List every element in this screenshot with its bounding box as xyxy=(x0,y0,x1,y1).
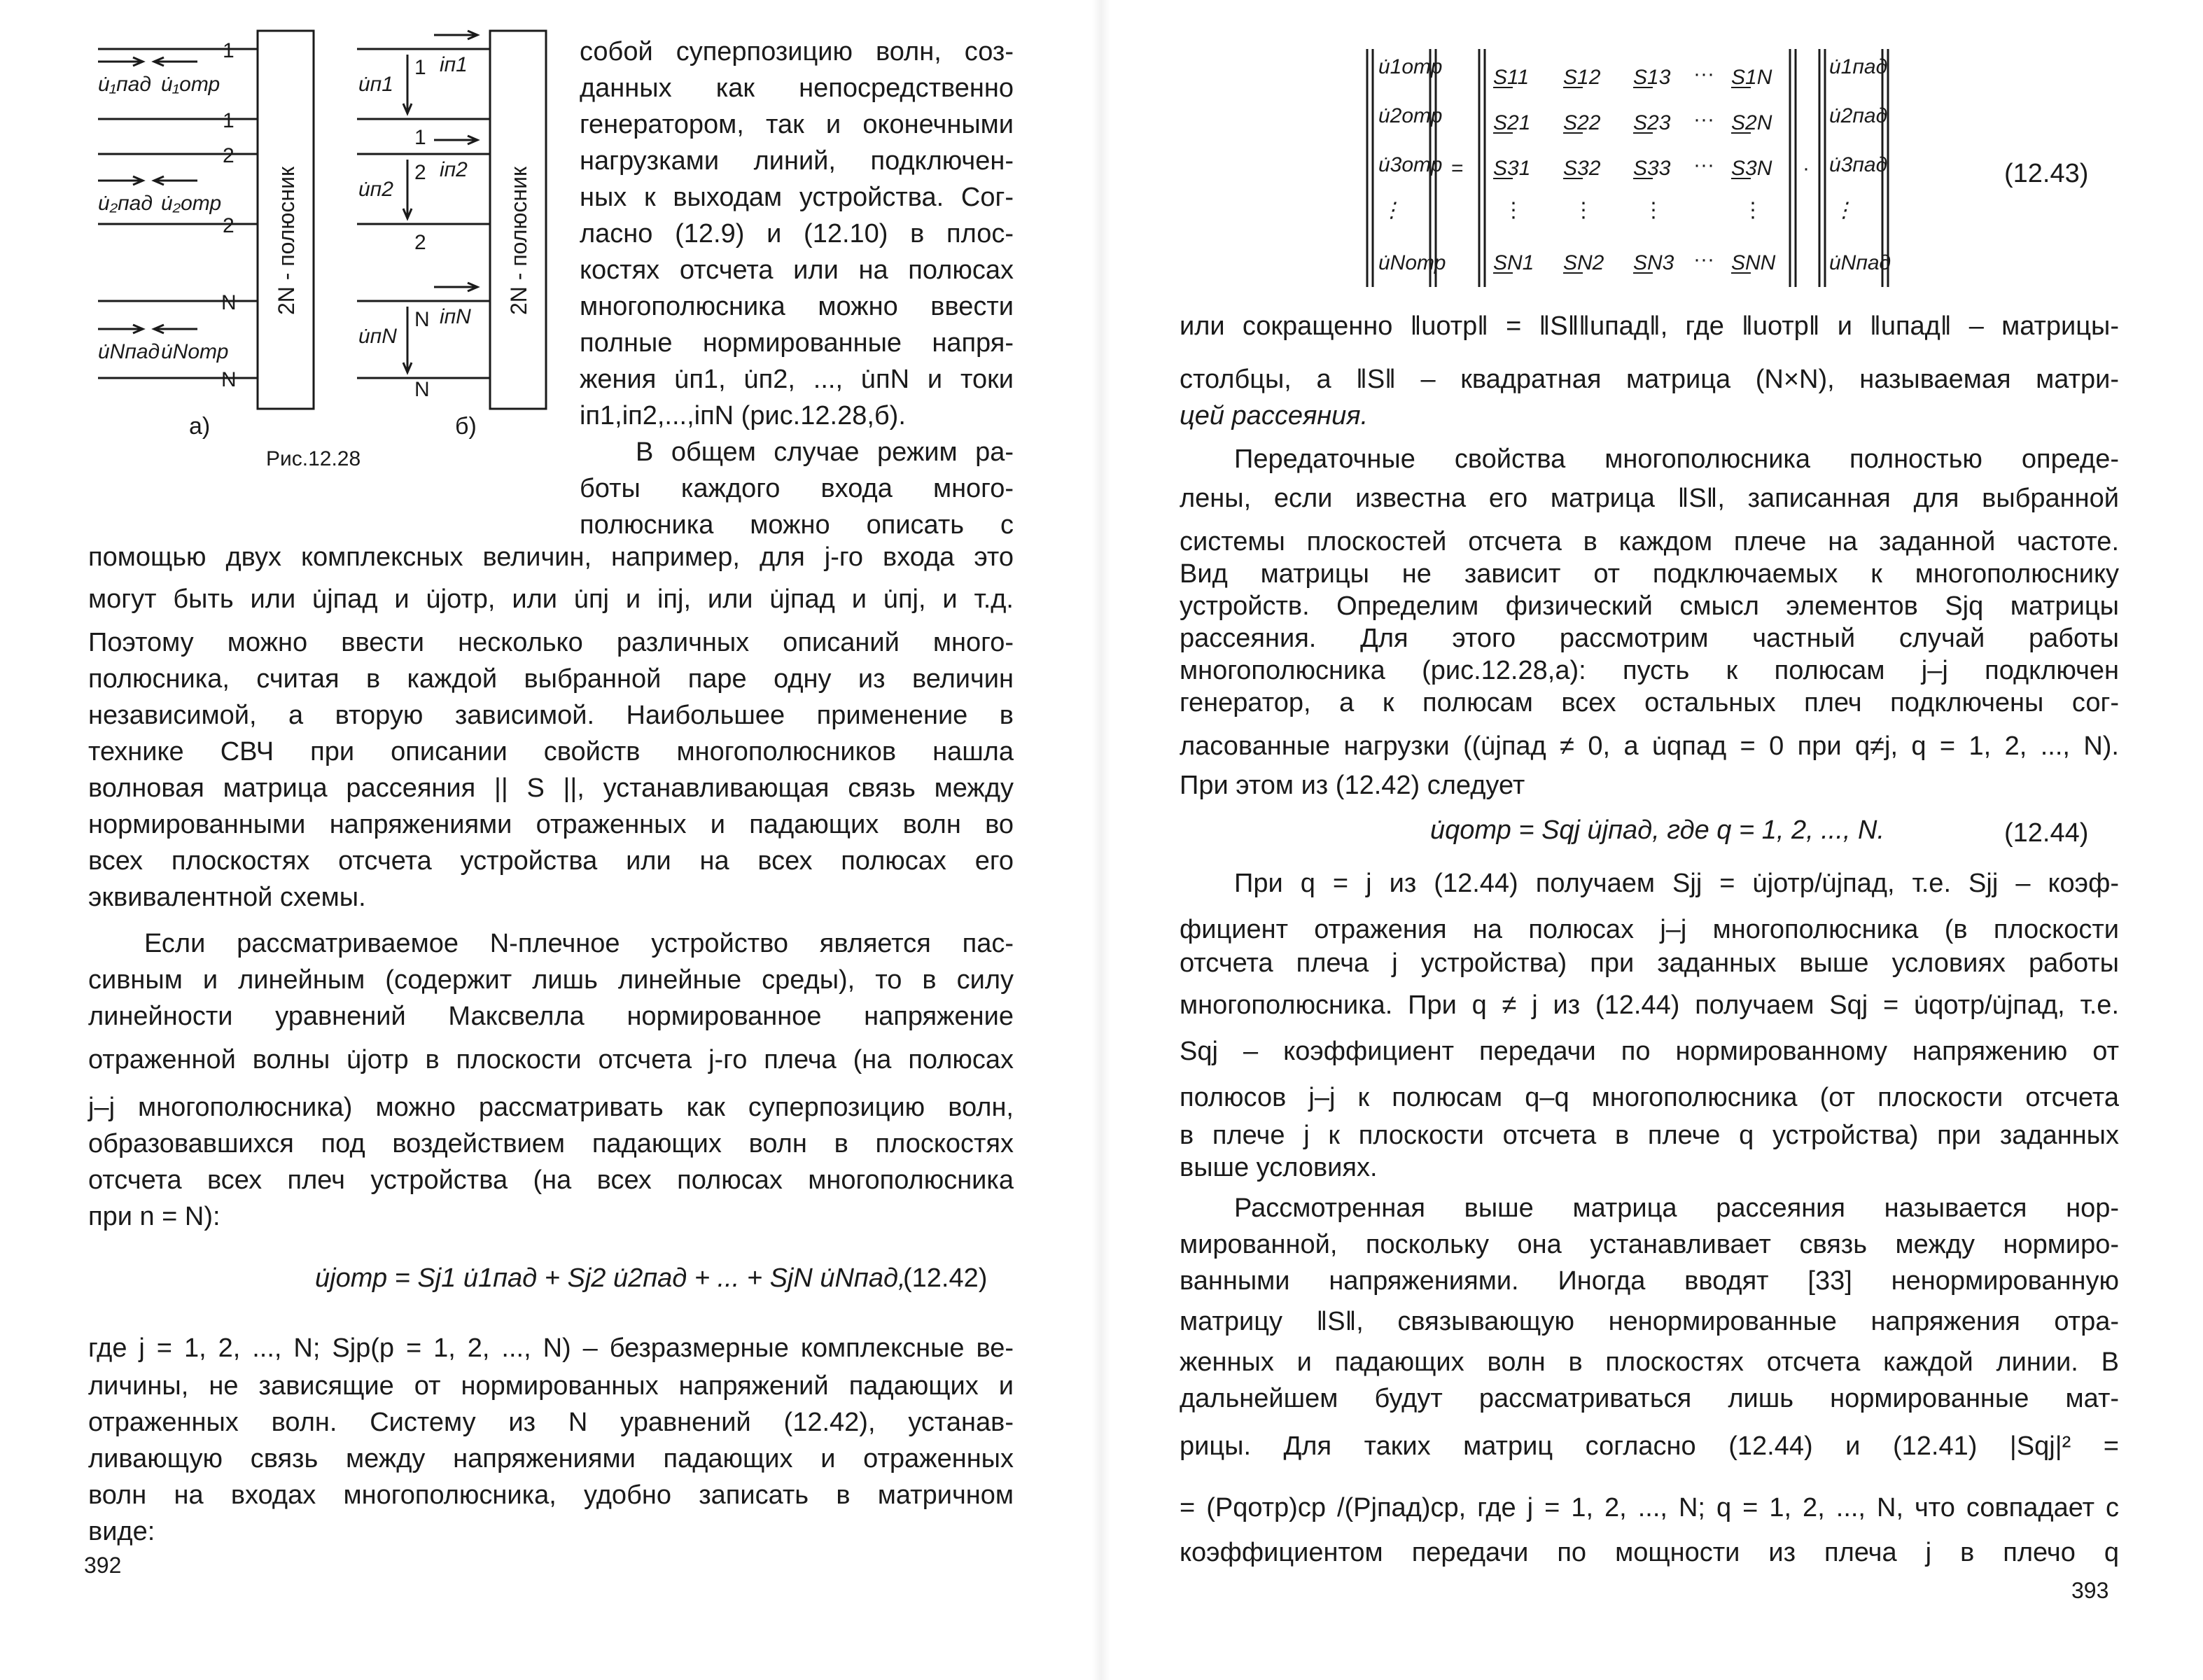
r2-line-12: матрицу ‖S‖, связывающую ненормированные напряжения отра- xyxy=(1180,1307,2119,1336)
matrix-s-v3: ⋮ xyxy=(1643,199,1664,222)
matrix-s-32: S32 xyxy=(1563,157,1601,180)
r-line-9: рассеяния. Для этого рассмотрим частный случай работы xyxy=(1180,624,2119,653)
matrix-s-n2: SN2 xyxy=(1563,251,1604,274)
body-line-12: сивным и линейным (содержит лишь линейные среды), то в силу xyxy=(88,965,1014,995)
side-line-4: нагрузками линий, подключен- xyxy=(580,146,1014,176)
fig-box-b-label: 2N - полюсник xyxy=(506,167,531,315)
body-line-3: Поэтому можно ввести несколько различных описаний много- xyxy=(88,628,1014,657)
fig-b-port-1b: 1 xyxy=(414,126,426,149)
side-line-1: собой суперпозицию волн, соз- xyxy=(580,37,1014,66)
r-line-8: устройств. Определим физический смысл элементов Sjq матрицы xyxy=(1180,592,2119,621)
matrix-s-2n: S2N xyxy=(1731,111,1772,134)
equation-12-43-number: (12.43) xyxy=(2004,159,2089,188)
r2-line-13: женных и падающих волн в плоскостях отсчета каждой линии. В xyxy=(1180,1348,2119,1377)
matrix-equals: = xyxy=(1451,157,1464,180)
fig-a-wave-ninc: u̇Nпад xyxy=(98,340,160,363)
equation-12-42: u̇jотр = Sj1 u̇1пад + Sj2 u̇2пад + ... + SjN u̇Nпад, xyxy=(315,1264,906,1293)
side-line-13: боты каждого входа много- xyxy=(580,474,1014,503)
body2-line-1: где j = 1, 2, ..., N; Sjp(p = 1, 2, ..., N) – безразмерные комплексные ве- xyxy=(88,1334,1014,1363)
side-line-3: генератором, так и оконечными xyxy=(580,110,1014,139)
body2-line-2: личины, не зависящие от нормированных напряжений падающих и xyxy=(88,1371,1014,1401)
r-line-5: лены, если известна его матрица ‖S‖, записанная для выбранной xyxy=(1180,484,2119,513)
left-page xyxy=(0,0,1101,1680)
r2-line-6: полюсов j–j к полюсам q–q многополюсника (от плоскости отсчета xyxy=(1180,1083,2119,1112)
matrix-s-33: S33 xyxy=(1633,157,1671,180)
matrix-s-3dots: ··· xyxy=(1693,153,1714,176)
fig-a-port-nb: N xyxy=(221,368,237,391)
matrix-s-v5: ⋮ xyxy=(1742,199,1763,222)
matrix-s-2dots: ··· xyxy=(1693,108,1714,131)
r-line-11: генератор, а к полюсам всех остальных плеч подключены сог- xyxy=(1180,688,2119,718)
r-line-4: Передаточные свойства многополюсника полностью опреде- xyxy=(1234,444,2119,474)
fig-b-var-i1: iп1 xyxy=(440,53,468,76)
r2-line-11: ванными напряжениями. Иногда вводят [33] ненормированную xyxy=(1180,1266,2119,1296)
matrix-s-v1: ⋮ xyxy=(1503,199,1524,222)
r-line-1: или сокращенно ‖uотр‖ = ‖S‖‖uпад‖, где ‖uотр‖ и ‖uпад‖ – матрицы- xyxy=(1180,312,2119,341)
side-line-8: многополюсника можно ввести xyxy=(580,292,1014,321)
matrix-s-ndots: ··· xyxy=(1693,248,1714,271)
equation-12-42-number: (12.42) xyxy=(903,1264,988,1293)
side-line-2: данных как непосредственно xyxy=(580,74,1014,103)
matrix-lhs-1: u̇1отр xyxy=(1378,55,1443,78)
fig-b-port-2: 2 xyxy=(414,161,426,184)
fig-b-var-u1: u̇п1 xyxy=(358,73,393,96)
matrix-lhs-2: u̇2отр xyxy=(1378,104,1443,127)
body-line-9: всех плоскостях отсчета устройства или на всех полюсах его xyxy=(88,846,1014,876)
fig-b-port-2b: 2 xyxy=(414,231,426,254)
r2-line-17: коэффициентом передачи по мощности из плеча j в плечо q xyxy=(1180,1538,2119,1567)
r2-line-15: рицы. Для таких матриц согласно (12.44) и (12.41) |Sqj|² = xyxy=(1180,1432,2119,1461)
body-line-13: линейности уравнений Максвелла нормированное напряжение xyxy=(88,1002,1014,1031)
fig-a-port-1b: 1 xyxy=(223,109,235,132)
side-line-12: В общем случае режим ра- xyxy=(636,438,1014,467)
matrix-s-12: S12 xyxy=(1563,66,1601,89)
body2-line-6: виде: xyxy=(88,1517,155,1546)
matrix-s-11: S11 xyxy=(1493,66,1530,89)
matrix-rhs-2: u̇2пад xyxy=(1829,104,1888,127)
equation-12-44: u̇qотр = Sqj u̇jпад, где q = 1, 2, ..., N. xyxy=(1430,816,1885,845)
r-line-7: Вид матрицы не зависит от подключаемых к многополюснику xyxy=(1180,559,2119,589)
r2-line-14: дальнейшем будут рассматриваться лишь нормированные мат- xyxy=(1180,1384,2119,1413)
fig-b-var-i2: iп2 xyxy=(440,158,468,181)
side-line-11: iп1,iп2,...,iпN (рис.12.28,б). xyxy=(580,401,906,430)
fig-caption: Рис.12.28 xyxy=(266,447,361,469)
page-number-left: 392 xyxy=(84,1553,122,1578)
r-line-12: ласованные нагрузки ((u̇jпад ≠ 0, а u̇qпад = 0 при q≠j, q = 1, 2, ..., N). xyxy=(1180,732,2119,761)
body2-line-3: отраженных волн. Систему из N уравнений (12.42), устанав- xyxy=(88,1408,1014,1437)
r2-line-3: отсчета плеча j устройства) при заданных выше условиях работы xyxy=(1180,948,2119,978)
matrix-s-v2: ⋮ xyxy=(1573,199,1594,222)
matrix-lhs-5: u̇Nотр xyxy=(1378,251,1446,274)
body-line-14: отраженной волны u̇jотр в плоскости отсчета j-го плеча (на полюсах xyxy=(88,1045,1014,1074)
side-line-14: полюсника можно описать с xyxy=(580,510,1014,540)
body-line-1: помощью двух комплексных величин, например, для j-го входа это xyxy=(88,542,1014,572)
body-line-7: волновая матрица рассеяния || S ||, устанавливающая связь между xyxy=(88,774,1014,803)
r2-line-7: в плече j к плоскости отсчета в плече q устройства) при заданных xyxy=(1180,1121,2119,1150)
matrix-rhs-4: ⋮ xyxy=(1833,199,1854,222)
r-line-10: многополюсника (рис.12.28,а): пусть к полюсам j–j подключен xyxy=(1180,656,2119,685)
body-line-16: образовавшихся под воздействием падающих волн в плоскостях xyxy=(88,1129,1014,1158)
matrix-s-1n: S1N xyxy=(1731,66,1772,89)
fig-a-port-1: 1 xyxy=(223,39,235,62)
side-line-10: жения u̇п1, u̇п2, ..., u̇пN и токи xyxy=(580,365,1014,394)
r2-line-9: Рассмотренная выше матрица рассеяния называется нор- xyxy=(1234,1194,2119,1223)
fig-label-b: б) xyxy=(455,413,477,440)
matrix-dot: · xyxy=(1803,157,1810,180)
r2-line-8: выше условиях. xyxy=(1180,1153,1378,1182)
r2-line-16: = (Pqотр)ср /(Pjпад)ср, где j = 1, 2, ..., N; q = 1, 2, ..., N, что совпадает с xyxy=(1180,1493,2119,1522)
fig-b-var-un: u̇пN xyxy=(358,325,397,348)
side-line-9: полные нормированные напря- xyxy=(580,328,1014,358)
fig-a-wave-1inc: u̇₁пад xyxy=(98,73,151,96)
fig-box-a-label: 2N - полюсник xyxy=(274,167,299,315)
matrix-s-31: S31 xyxy=(1493,157,1531,180)
matrix-s-1dots: ··· xyxy=(1693,62,1714,85)
body-line-10: эквивалентной схемы. xyxy=(88,883,366,912)
r-line-2: столбцы, а ‖S‖ – квадратная матрица (N×N), называемая матри- xyxy=(1180,365,2119,394)
body2-line-4: ливающую связь между напряжениями падающих и отраженных xyxy=(88,1444,1014,1474)
body-line-17: отсчета всех плеч устройства (на всех полюсах многополюсника xyxy=(88,1166,1014,1195)
fig-a-port-2b: 2 xyxy=(223,214,235,237)
matrix-s-n1: SN1 xyxy=(1493,251,1534,274)
fig-b-port-n: N xyxy=(414,308,430,331)
fig-a-wave-1ref: u̇₁отр xyxy=(161,73,221,96)
matrix-lhs-4: ⋮ xyxy=(1381,199,1402,222)
fig-label-a: а) xyxy=(189,413,211,440)
matrix-s-21: S21 xyxy=(1493,111,1531,134)
body-line-18: при n = N): xyxy=(88,1202,221,1231)
r-line-13: При этом из (12.42) следует xyxy=(1180,771,1525,800)
fig-a-port-n: N xyxy=(221,291,237,314)
fig-b-var-in: iпN xyxy=(440,305,471,328)
matrix-s-22: S22 xyxy=(1563,111,1601,134)
fig-a-port-2: 2 xyxy=(223,144,235,167)
fig-a-wave-2ref: u̇₂отр xyxy=(161,192,222,215)
body-line-4: полюсника, считая в каждой выбранной паре одну из величин xyxy=(88,664,1014,694)
body-line-11: Если рассматриваемое N-плечное устройство является пас- xyxy=(144,929,1014,958)
matrix-s-13: S13 xyxy=(1633,66,1671,89)
fig-a-wave-2inc: u̇₂пад xyxy=(98,192,153,215)
matrix-lhs-3: u̇3отр xyxy=(1378,153,1443,176)
fig-b-var-u2: u̇п2 xyxy=(358,178,393,201)
r2-line-2: фициент отражения на полюсах j–j многополюсника (в плоскости xyxy=(1180,915,2119,944)
matrix-s-3n: S3N xyxy=(1731,157,1772,180)
fig-a-wave-nref: u̇Nотр xyxy=(161,340,229,363)
matrix-rhs-3: u̇3пад xyxy=(1829,153,1888,176)
matrix-s-23: S23 xyxy=(1633,111,1671,134)
fig-b-port-nb: N xyxy=(414,378,430,401)
r-line-3: цей рассеяния. xyxy=(1180,401,1369,430)
matrix-rhs-1: u̇1пад xyxy=(1829,55,1888,78)
r-line-6: системы плоскостей отсчета в каждом плече на заданной частоте. xyxy=(1180,527,2119,556)
matrix-s-n3: SN3 xyxy=(1633,251,1674,274)
matrix-equation-12-43 xyxy=(1360,42,1976,294)
page-number-right: 393 xyxy=(2071,1578,2109,1603)
r2-line-4: многополюсника. При q ≠ j из (12.44) получаем Sqj = u̇qотр/u̇jпад, т.е. xyxy=(1180,990,2119,1020)
body-line-6: технике СВЧ при описании свойств многополюсников нашла xyxy=(88,737,1014,766)
equation-12-44-number: (12.44) xyxy=(2004,818,2089,848)
body-line-15: j–j многополюсника) можно рассматривать как суперпозицию волн, xyxy=(88,1093,1014,1122)
r2-line-5: Sqj – коэффициент передачи по нормированному напряжению от xyxy=(1180,1037,2119,1066)
matrix-rhs-5: u̇Nпад xyxy=(1829,251,1891,274)
r2-line-10: мированной, поскольку она устанавливает связь между нормиро- xyxy=(1180,1230,2119,1259)
body2-line-5: волн на входах многополюсника, удобно записать в матричном xyxy=(88,1480,1014,1510)
side-line-7: костях отсчета или на полюсах xyxy=(580,255,1014,285)
matrix-s-nn: SNN xyxy=(1731,251,1776,274)
body-line-2: могут быть или u̇jпад и u̇jотр, или u̇пj и iпj, или u̇jпад и u̇пj, и т.д. xyxy=(88,584,1014,614)
fig-b-port-1: 1 xyxy=(414,56,426,79)
body-line-5: независимой, а вторую зависимой. Наибольшее применение в xyxy=(88,701,1014,730)
right-page xyxy=(1101,0,2203,1680)
body-line-8: нормированными напряжениями отраженных и падающих волн во xyxy=(88,810,1014,839)
side-line-5: ных к выходам устройства. Сог- xyxy=(580,183,1014,212)
figure-12-28 xyxy=(84,21,588,469)
side-line-6: ласно (12.9) и (12.10) в плос- xyxy=(580,219,1014,248)
r2-line-1: При q = j из (12.44) получаем Sjj = u̇jотр/u̇jпад, т.е. Sjj – коэф- xyxy=(1234,869,2119,898)
